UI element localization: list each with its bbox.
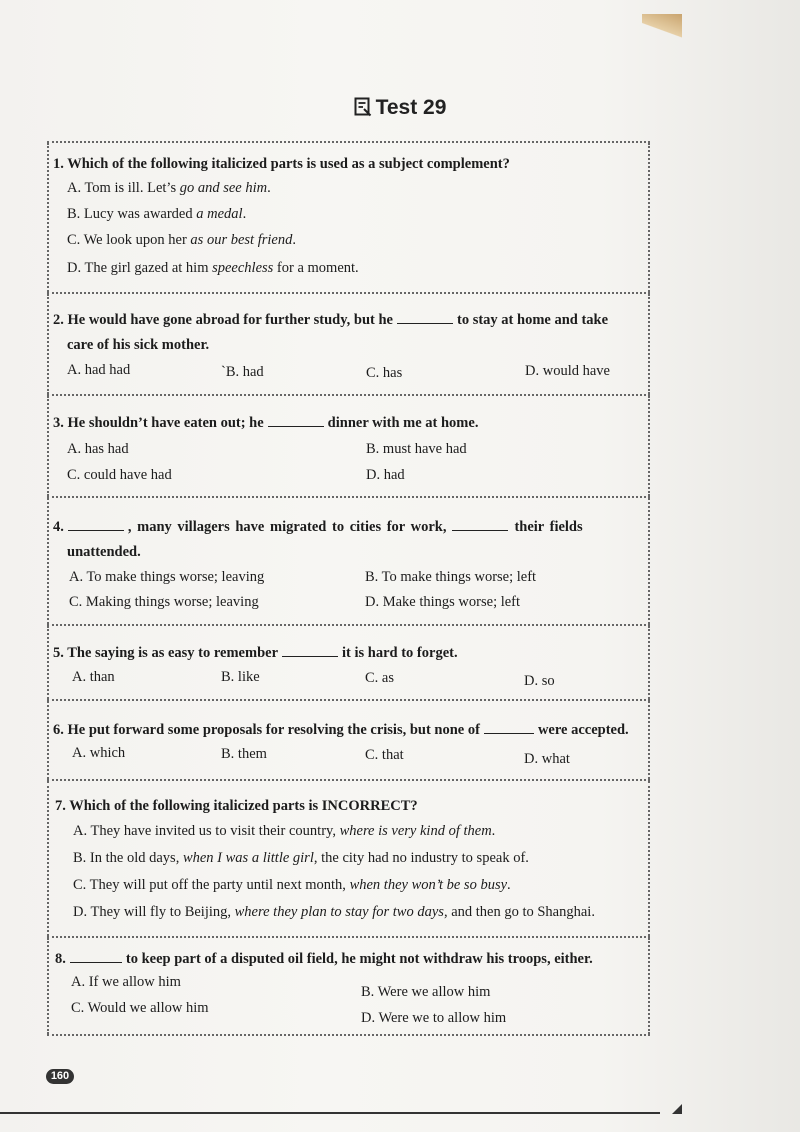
question-6 — [47, 699, 650, 779]
question-1-option-d[interactable]: D. The girl gazed at him speechless for a moment. — [67, 260, 359, 276]
answer-blank — [397, 309, 453, 324]
page-corner-fold — [642, 14, 682, 38]
question-4-option-b[interactable]: B. To make things worse; left — [365, 569, 537, 585]
question-7-option-d[interactable]: D. They will fly to Beijing, where they plan to stay for two days, and then go to Shanghai. — [73, 904, 595, 920]
question-2-option-a[interactable]: A. had had — [67, 362, 131, 378]
question-8-option-d[interactable]: D. Were we to allow him — [361, 1010, 507, 1026]
question-6-option-b[interactable]: B. them — [221, 746, 267, 762]
question-7 — [47, 779, 650, 936]
question-2-option-c[interactable]: C. has — [366, 365, 403, 381]
question-5-option-d[interactable]: D. so — [524, 673, 555, 689]
document-icon — [354, 97, 372, 117]
title-text: Test 29 — [375, 96, 447, 119]
answer-blank — [452, 516, 508, 531]
answer-blank — [268, 412, 324, 427]
question-7-stem: 7. Which of the following italicized parts is INCORRECT? — [55, 798, 418, 814]
question-1 — [47, 141, 650, 292]
question-3 — [47, 394, 650, 496]
question-7-option-c[interactable]: C. They will put off the party until next month, when they won’t be so busy. — [73, 877, 511, 893]
question-2 — [47, 292, 650, 394]
answer-blank — [68, 516, 124, 531]
question-8 — [47, 936, 650, 1036]
question-5-option-b[interactable]: B. like — [221, 669, 260, 685]
page-number-badge: 160 — [46, 1069, 74, 1084]
question-2-stem: 2. He would have gone abroad for further study, but he to stay at home and take — [53, 307, 646, 333]
question-6-option-a[interactable]: A. which — [72, 745, 126, 761]
question-3-option-d[interactable]: D. had — [366, 467, 405, 483]
question-4 — [47, 496, 650, 624]
question-4-option-d[interactable]: D. Make things worse; left — [365, 594, 521, 610]
answer-blank — [70, 948, 122, 963]
question-2-option-d[interactable]: D. would have — [525, 363, 610, 379]
question-6-option-c[interactable]: C. that — [365, 747, 404, 763]
question-3-stem: 3. He shouldn’t have eaten out; he dinner with me at home. — [53, 410, 646, 436]
question-3-option-b[interactable]: B. must have had — [366, 441, 467, 457]
question-8-option-b[interactable]: B. Were we allow him — [361, 984, 491, 1000]
question-8-option-c[interactable]: C. Would we allow him — [71, 1000, 209, 1016]
question-6-stem: 6. He put forward some proposals for resolving the crisis, but none of were accepted. — [53, 717, 646, 743]
question-4-stem-cont: unattended. — [67, 544, 141, 560]
question-2-stem-cont: care of his sick mother. — [67, 337, 210, 353]
question-5-option-c[interactable]: C. as — [365, 670, 394, 686]
question-5-stem: 5. The saying is as easy to remember it is hard to forget. — [53, 640, 646, 666]
question-7-option-b[interactable]: B. In the old days, when I was a little girl, the city had no industry to speak of. — [73, 850, 529, 866]
page-title — [0, 96, 800, 120]
question-1-option-b[interactable]: B. Lucy was awarded a medal. — [67, 206, 247, 222]
question-6-option-d[interactable]: D. what — [524, 751, 570, 767]
question-8-stem: 8. to keep part of a disputed oil field, he might not withdraw his troops, either. — [55, 946, 646, 972]
question-7-option-a[interactable]: A. They have invited us to visit their country, where is very kind of them. — [73, 823, 496, 839]
question-4-stem: 4. , many villagers have migrated to cities for work, their fields — [53, 514, 646, 540]
question-2-option-b[interactable]: `B. had — [221, 364, 264, 380]
question-3-option-a[interactable]: A. has had — [67, 441, 129, 457]
bottom-rule — [0, 1112, 660, 1114]
question-4-option-c[interactable]: C. Making things worse; leaving — [69, 594, 259, 610]
question-1-option-c[interactable]: C. We look upon her as our best friend. — [67, 232, 296, 248]
question-8-option-a[interactable]: A. If we allow him — [71, 974, 181, 990]
question-5 — [47, 624, 650, 699]
answer-blank — [282, 642, 338, 657]
question-3-option-c[interactable]: C. could have had — [67, 467, 172, 483]
question-5-option-a[interactable]: A. than — [72, 669, 115, 685]
corner-mark — [672, 1104, 682, 1114]
question-1-option-a[interactable]: A. Tom is ill. Let’s go and see him. — [67, 180, 271, 196]
question-4-option-a[interactable]: A. To make things worse; leaving — [69, 569, 265, 585]
question-1-stem: 1. Which of the following italicized parts is used as a subject complement? — [53, 156, 510, 172]
answer-blank — [484, 719, 534, 734]
